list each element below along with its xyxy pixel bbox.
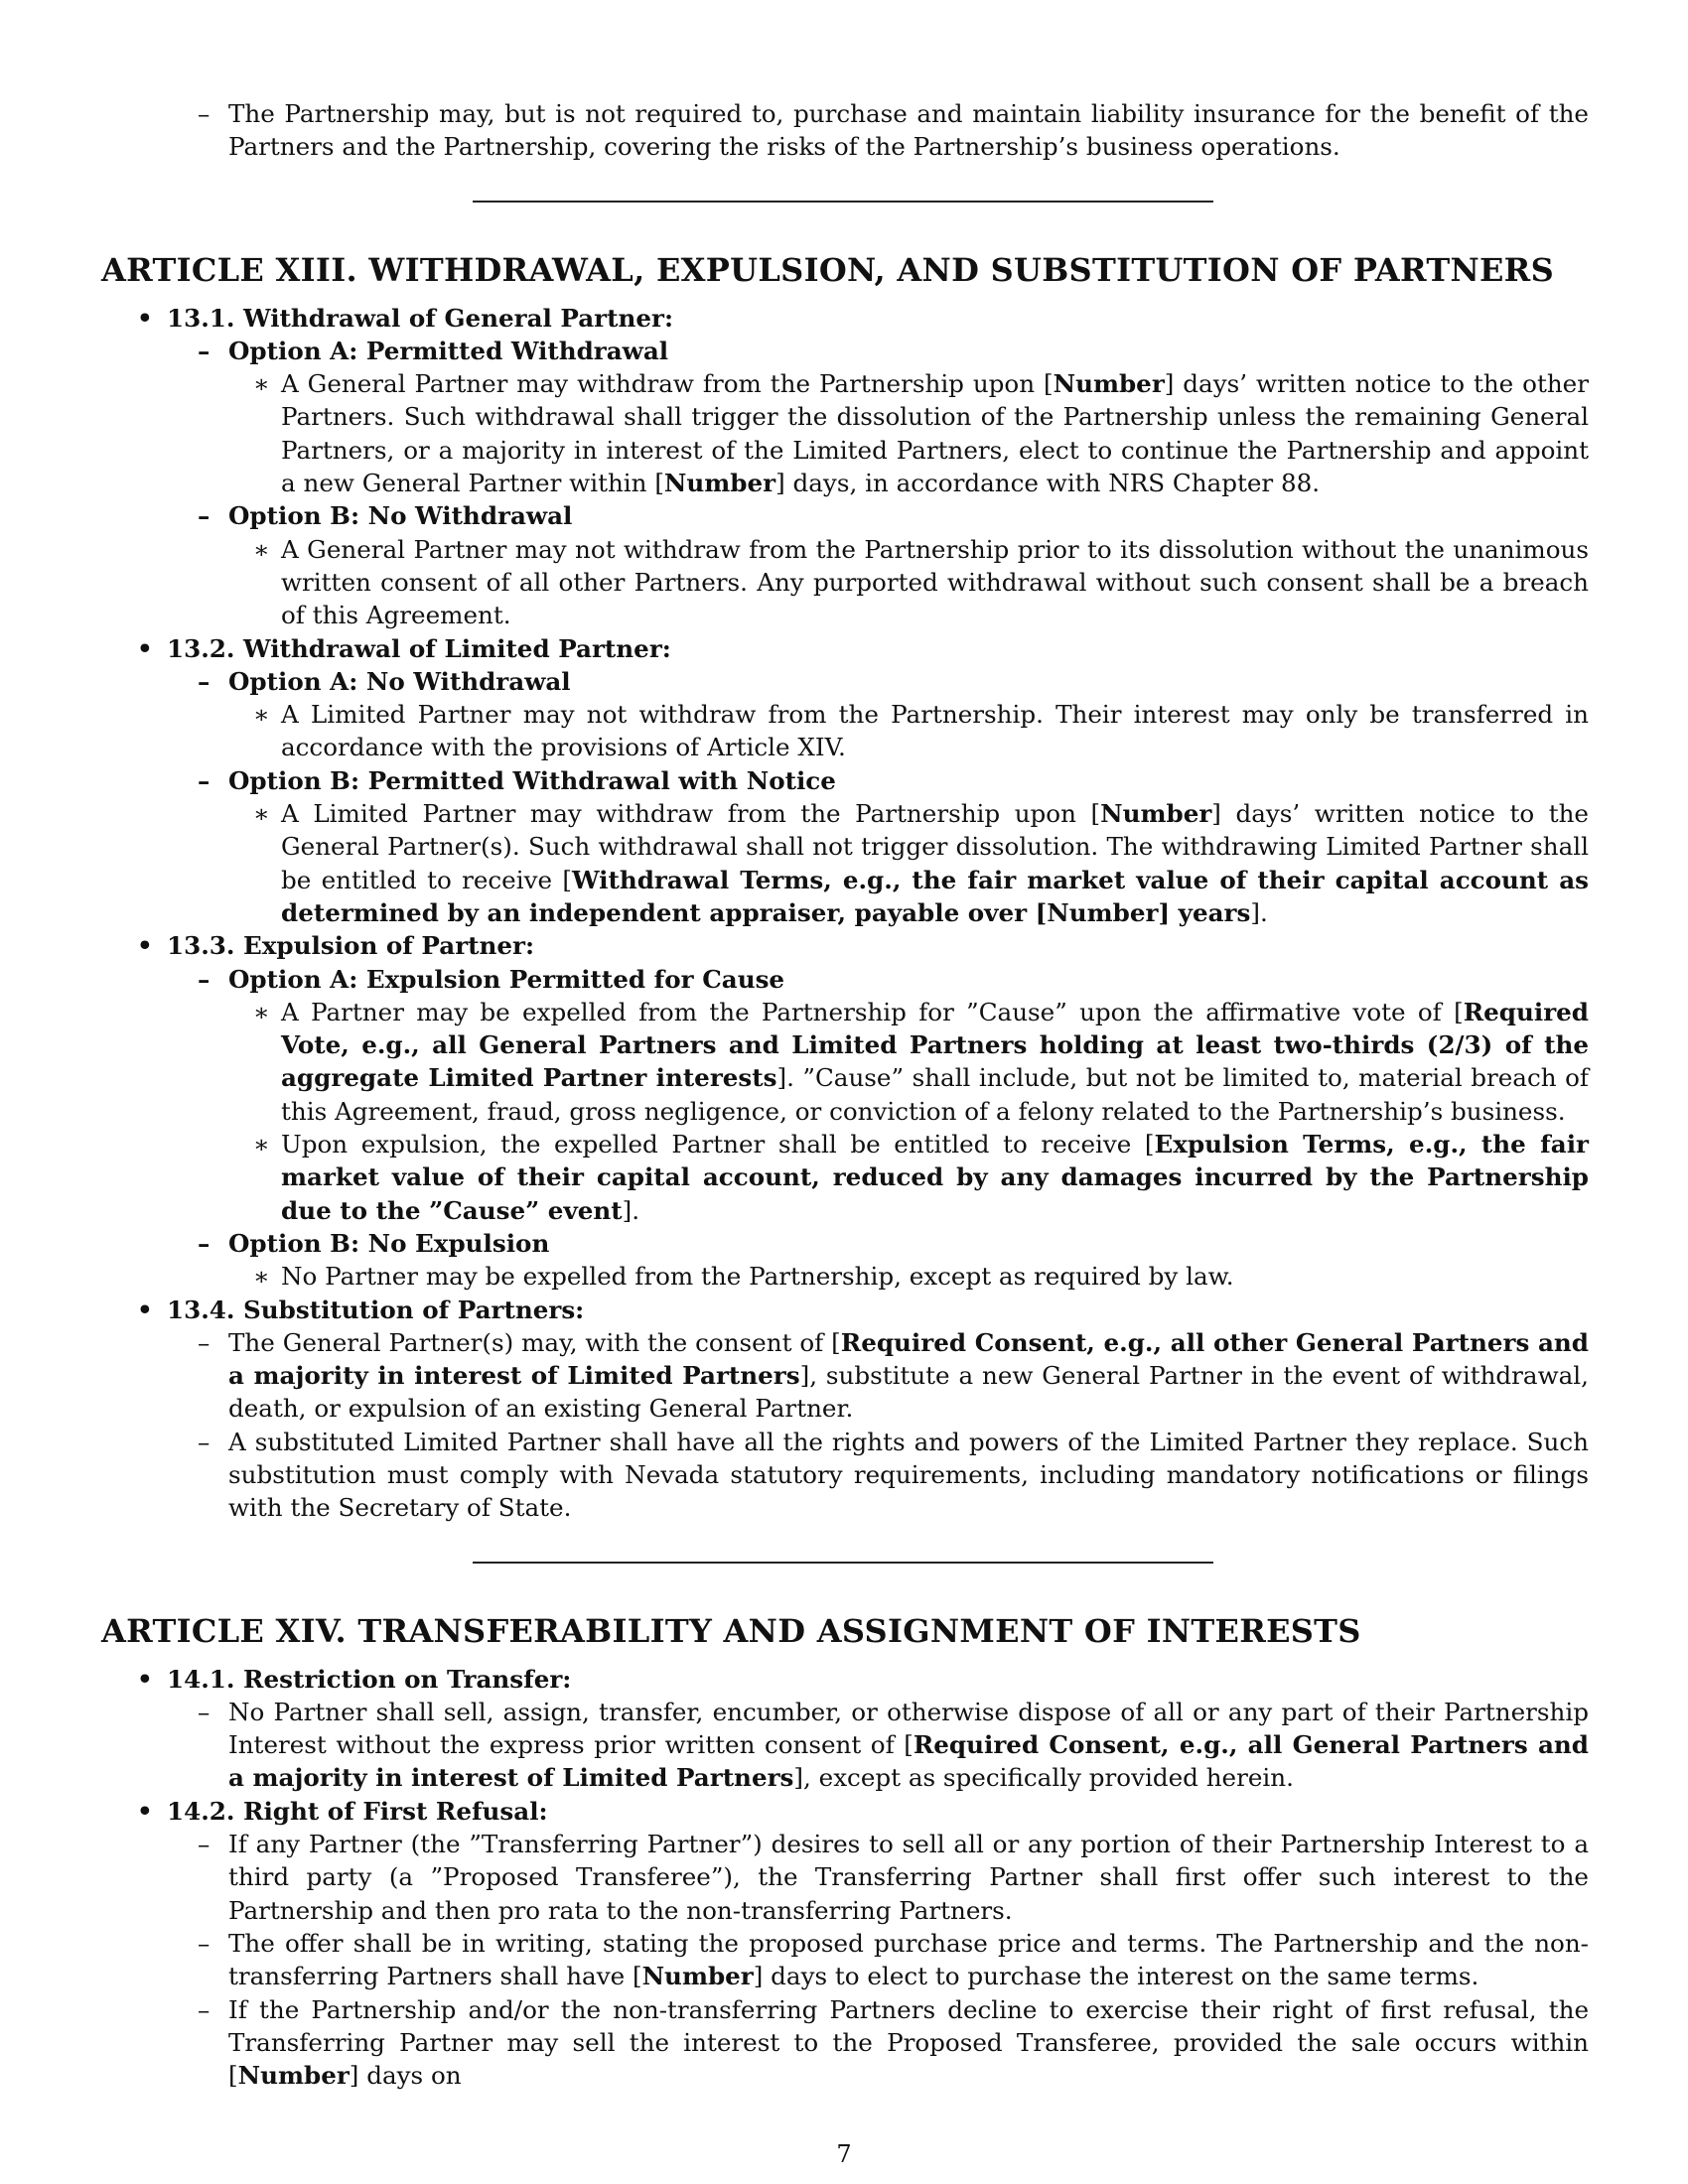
- clause-item: ∗ A General Partner may withdraw from the Partnership upon [Number] days’ written notice to the other Partners. Such withdrawal shall trigger the dissolution of the Partnership unless the remaining General Partners, or a majority in interest of the Limited Partners, elect to continue the Partnership and appoint a new General Partner within [Number] days, in accordance with NRS Chapter 88.: [253, 369, 1589, 498]
- star-marker: ∗: [253, 700, 270, 730]
- placeholder-field: Withdrawal Terms, e.g., the fair market value of their capital account as determined by an independent appraiser, payable over [Number] years: [281, 865, 1589, 927]
- section-13-2-heading: • 13.2. Withdrawal of Limited Partner:: [101, 632, 1589, 665]
- placeholder-field: Required Vote, e.g., all General Partners and Limited Partners holding at least two-thirds (2/3) of the aggregate Limited Partner interests: [281, 997, 1589, 1093]
- star-marker: ∗: [253, 997, 270, 1026]
- clause-item: ∗ A General Partner may not withdraw from the Partnership prior to its dissolution without the unanimous written consent of all other Partners. Any purported withdrawal without such consent shall be a breach of this Agreement.: [253, 534, 1589, 630]
- clause-item: – If any Partner (the ”Transferring Partner”) desires to sell all or any portion of their Partnership Interest to a third party (a ”Proposed Transferee”), the Transferring Partner shall first offer such interest to the Partnership and then pro rata to the non-transferring Partners.: [198, 1830, 1589, 1925]
- section-13-3-heading: • 13.3. Expulsion of Partner:: [101, 929, 1589, 962]
- section-14-1-heading: • 14.1. Restriction on Transfer:: [101, 1663, 1589, 1696]
- dash-marker: –: [198, 99, 211, 128]
- option-heading: – Option B: No Expulsion: [198, 1228, 550, 1258]
- dash-marker: –: [198, 1327, 211, 1357]
- section-divider: [473, 1562, 1213, 1564]
- star-marker: ∗: [253, 799, 270, 829]
- clause-item: ∗ A Limited Partner may withdraw from the Partnership upon [Number] days’ written notice to the General Partner(s). Such withdrawal shall not trigger dissolution. The withdrawing Limited Partner shall be entitled to receive [Withdrawal Terms, e.g., the fair market value of their capital account as determined by an independent appraiser, payable over [Number] years].: [253, 799, 1589, 927]
- dash-marker: –: [198, 1994, 211, 2024]
- bullet-marker: •: [137, 1295, 153, 1324]
- bullet-marker: •: [137, 1796, 153, 1826]
- dash-marker: –: [198, 1928, 211, 1958]
- section-13-1-heading: • 13.1. Withdrawal of General Partner:: [101, 302, 1589, 335]
- bullet-marker: •: [137, 303, 153, 333]
- placeholder-field: Expulsion Terms, e.g., the fair market value of their capital account, reduced by any damages incurred by the Partnership due to the ”Cause” event: [281, 1130, 1589, 1225]
- star-marker: ∗: [253, 1262, 270, 1292]
- section-14-2-heading: • 14.2. Right of First Refusal:: [101, 1795, 1589, 1828]
- section-divider: [473, 201, 1213, 203]
- page-number: 7: [836, 2140, 852, 2168]
- clause-item: – No Partner shall sell, assign, transfer, encumber, or otherwise dispose of all or any part of their Partnership Interest without the express prior written consent of [Required Consent, e.g., all General Partners and a majority in interest of Limited Partners], except as specifically provided herein.: [198, 1697, 1589, 1793]
- article-14-title: ARTICLE XIV. TRANSFERABILITY AND ASSIGNMENT OF INTERESTS: [101, 1611, 1361, 1650]
- clause-item: ∗ Upon expulsion, the expelled Partner shall be entitled to receive [Expulsion Terms, e.g., the fair market value of their capital account, reduced by any damages incurred by the Partnership due to the ”Cause” event].: [253, 1130, 1589, 1225]
- article-13-title: ARTICLE XIII. WITHDRAWAL, EXPULSION, AND SUBSTITUTION OF PARTNERS: [101, 250, 1554, 289]
- bullet-marker: •: [137, 1664, 153, 1694]
- bullet-marker: •: [137, 931, 153, 961]
- star-marker: ∗: [253, 369, 270, 399]
- placeholder-field: Number: [237, 2061, 350, 2091]
- placeholder-field: Number: [641, 1962, 754, 1991]
- placeholder-field: Number: [663, 469, 776, 498]
- clause-item: – The offer shall be in writing, stating the proposed purchase price and terms. The Partnership and the non-transferring Partners shall have [Number] days to elect to purchase the interest on the same terms.: [198, 1928, 1589, 1991]
- section-13-4-heading: • 13.4. Substitution of Partners:: [101, 1294, 1589, 1326]
- intro-item: [101, 97, 1589, 164]
- placeholder-field: Required Consent, e.g., all General Partners and a majority in interest of Limited Partners: [228, 1730, 1589, 1793]
- bullet-marker: •: [137, 633, 153, 663]
- placeholder-field: Number: [1053, 369, 1165, 399]
- star-marker: ∗: [253, 1130, 270, 1160]
- placeholder-field: Number: [1100, 799, 1212, 829]
- clause-item: – If the Partnership and/or the non-transferring Partners decline to exercise their right of first refusal, the Transferring Partner may sell the interest to the Proposed Transferee, provided the sale occurs within [Number] days on: [198, 1994, 1589, 2091]
- page-content: [101, 97, 1589, 2092]
- star-marker: ∗: [253, 534, 270, 564]
- dash-marker: –: [198, 1697, 211, 1726]
- clause-item: ∗ No Partner may be expelled from the Partnership, except as required by law.: [101, 1260, 1589, 1293]
- intro-text: The Partnership may, but is not required to, purchase and maintain liability insurance for the benefit of the Partners and the Partnership, covering the risks of the Partnership’s business operations.: [228, 99, 1589, 162]
- clause-item: ∗ A Limited Partner may not withdraw from the Partnership. Their interest may only be transferred in accordance with the provisions of Article XIV.: [253, 700, 1589, 762]
- option-heading: – Option B: Permitted Withdrawal with Notice: [198, 765, 836, 795]
- dash-marker: –: [198, 1427, 211, 1456]
- clause-item: – The General Partner(s) may, with the consent of [Required Consent, e.g., all other General Partners and a majority in interest of Limited Partners], substitute a new General Partner in the event of withdrawal, death, or expulsion of an existing General Partner.: [198, 1327, 1589, 1424]
- option-heading: – Option A: No Withdrawal: [198, 666, 571, 696]
- option-heading: – Option A: Permitted Withdrawal: [198, 336, 669, 365]
- option-heading: – Option B: No Withdrawal: [198, 501, 573, 531]
- clause-item: – A substituted Limited Partner shall have all the rights and powers of the Limited Partner they replace. Such substitution must comply with Nevada statutory requirements, including mandatory notifications or filings with the Secretary of State.: [198, 1427, 1589, 1523]
- option-heading: – Option A: Expulsion Permitted for Cause: [198, 964, 785, 994]
- clause-item: ∗ A Partner may be expelled from the Partnership for ”Cause” upon the affirmative vote of [Required Vote, e.g., all General Partners and Limited Partners holding at least two-thirds (2/3) of the aggregate Limited Partner interests]. ”Cause” shall include, but not be limited to, material breach of this Agreement, fraud, gross negligence, or conviction of a felony related to the Partnership’s business.: [253, 997, 1589, 1126]
- placeholder-field: Required Consent, e.g., all other General Partners and a majority in interest of Limited Partners: [228, 1327, 1589, 1391]
- dash-marker: –: [198, 1830, 211, 1859]
